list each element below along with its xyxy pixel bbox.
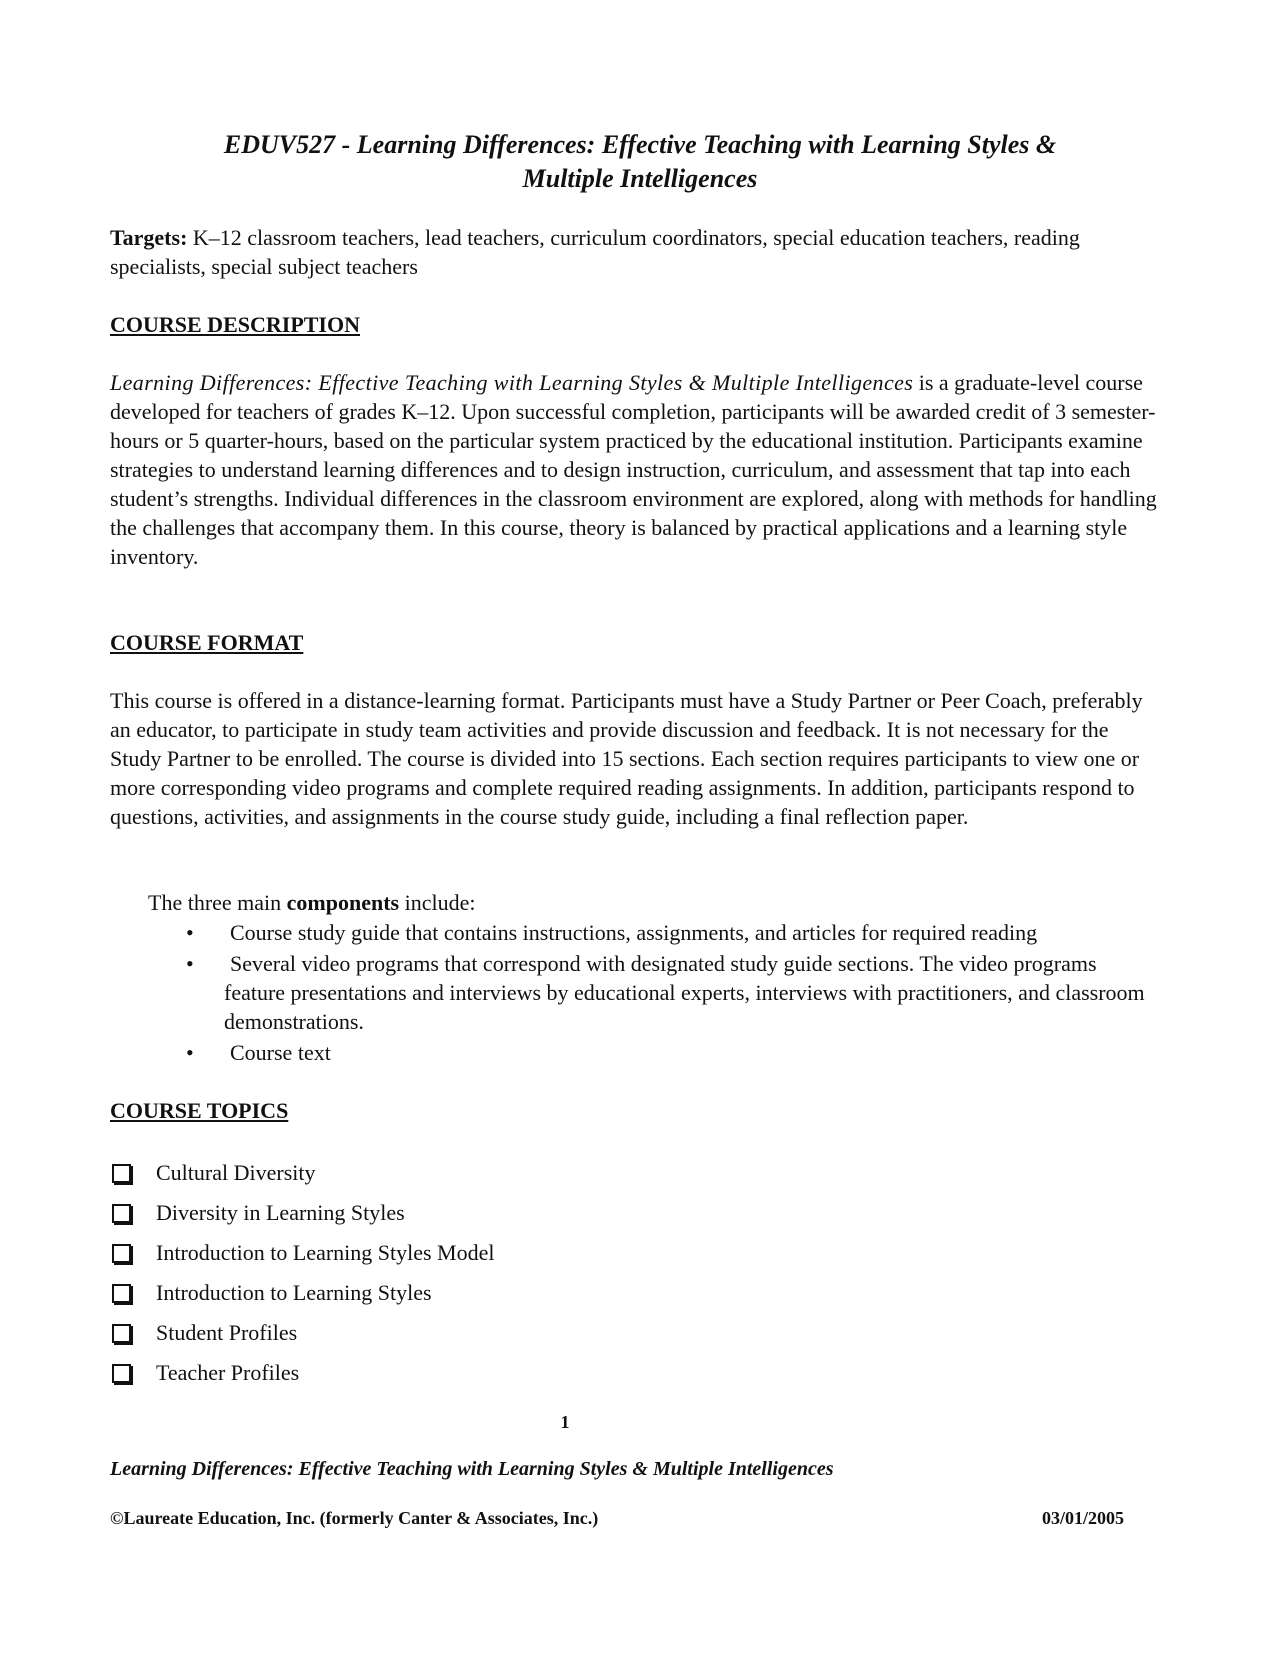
topic-item bbox=[110, 1158, 495, 1194]
targets-paragraph bbox=[110, 223, 1165, 281]
topic-label: Introduction to Learning Styles Model bbox=[156, 1240, 495, 1265]
components-intro bbox=[148, 888, 476, 917]
course-format-heading: COURSE FORMAT bbox=[110, 630, 304, 655]
bullet-text: Course study guide that contains instructions, assignments, and articles for required reading bbox=[230, 920, 1038, 945]
checkbox-square-icon bbox=[112, 1204, 131, 1223]
topic-label: Student Profiles bbox=[156, 1320, 298, 1345]
list-item bbox=[148, 918, 1158, 947]
topic-item bbox=[110, 1278, 495, 1314]
checkbox-square-icon bbox=[112, 1164, 131, 1183]
bullet-text: Course text bbox=[230, 1040, 331, 1065]
course-format-paragraph: This course is offered in a distance-learning format. Participants must have a Study Partner or Peer Coach, preferably an educator, to participate in study team activities and provide discussion and feedback. It is not necessary for the Study Partner to be enrolled. The course is divided into 15 sections. Each section requires participants to view one or more corresponding video programs and complete required reading assignments. In addition, participants respond to questions, activities, and assignments in the course study guide, including a final reflection paper. bbox=[110, 688, 1143, 829]
list-item bbox=[148, 949, 1158, 1036]
bullet-dot-icon: • bbox=[186, 920, 194, 945]
footer-date: 03/01/2005 bbox=[1041, 1508, 1124, 1528]
bullet-text: Several video programs that correspond with designated study guide sections. The video programs feature presentations and interviews by educational experts, interviews with practitioners, and classroom demonstrations. bbox=[224, 951, 1145, 1034]
checkbox-square-icon bbox=[112, 1364, 131, 1383]
checkbox-square-icon bbox=[112, 1324, 131, 1343]
topic-label: Teacher Profiles bbox=[156, 1360, 300, 1385]
course-description-heading: COURSE DESCRIPTION bbox=[110, 312, 360, 337]
targets-text: K–12 classroom teachers, lead teachers, curriculum coordinators, special education teachers, reading specialists, special subject teachers bbox=[110, 225, 1080, 279]
topic-item bbox=[110, 1358, 495, 1394]
topic-item bbox=[110, 1198, 495, 1234]
title-line-1: EDUV527 - Learning Differences: Effective Teaching with Learning Styles & bbox=[223, 130, 1057, 159]
bullet-dot-icon: • bbox=[186, 1040, 194, 1065]
topic-label: Cultural Diversity bbox=[156, 1160, 316, 1185]
footer-title: Learning Differences: Effective Teaching with Learning Styles & Multiple Intelligences bbox=[110, 1458, 834, 1480]
course-topics-list bbox=[110, 1158, 495, 1394]
title-line-2: Multiple Intelligences bbox=[522, 164, 758, 193]
list-item bbox=[148, 1038, 1158, 1067]
footer-copyright: ©Laureate Education, Inc. (formerly Canter & Associates, Inc.) bbox=[110, 1508, 599, 1528]
topic-item bbox=[110, 1238, 495, 1274]
topic-label: Introduction to Learning Styles bbox=[156, 1280, 432, 1305]
targets-label: Targets: bbox=[110, 225, 188, 250]
course-italic-title: Learning Differences: Effective Teaching with Learning Styles & Multiple Intelligences bbox=[110, 370, 914, 395]
topic-label: Diversity in Learning Styles bbox=[156, 1200, 405, 1225]
page-number: 1 bbox=[560, 1412, 570, 1432]
topic-item bbox=[110, 1318, 495, 1354]
bullet-dot-icon: • bbox=[186, 951, 194, 976]
checkbox-square-icon bbox=[112, 1284, 131, 1303]
components-list bbox=[148, 918, 1158, 1069]
components-suffix: include: bbox=[399, 890, 476, 915]
checkbox-square-icon bbox=[112, 1244, 131, 1263]
document-title bbox=[110, 128, 1170, 196]
course-topics-heading: COURSE TOPICS bbox=[110, 1098, 289, 1123]
components-bold: components bbox=[286, 890, 400, 915]
course-description-paragraph bbox=[110, 368, 1165, 571]
components-prefix: The three main bbox=[148, 890, 287, 915]
course-description-body: is a graduate-level course developed for teachers of grades K–12. Upon successful completion, participants will be awarded credit of 3 semester-hours or 5 quarter-hours, based on the particular system practiced by the educational institution. Participants examine strategies to understand learning differences and to design instruction, curriculum, and assessment that tap into each student’s strengths. Individual differences in the classroom environment are explored, along with methods for handling the challenges that accompany them. In this course, theory is balanced by practical applications and a learning style inventory. bbox=[110, 370, 1157, 569]
